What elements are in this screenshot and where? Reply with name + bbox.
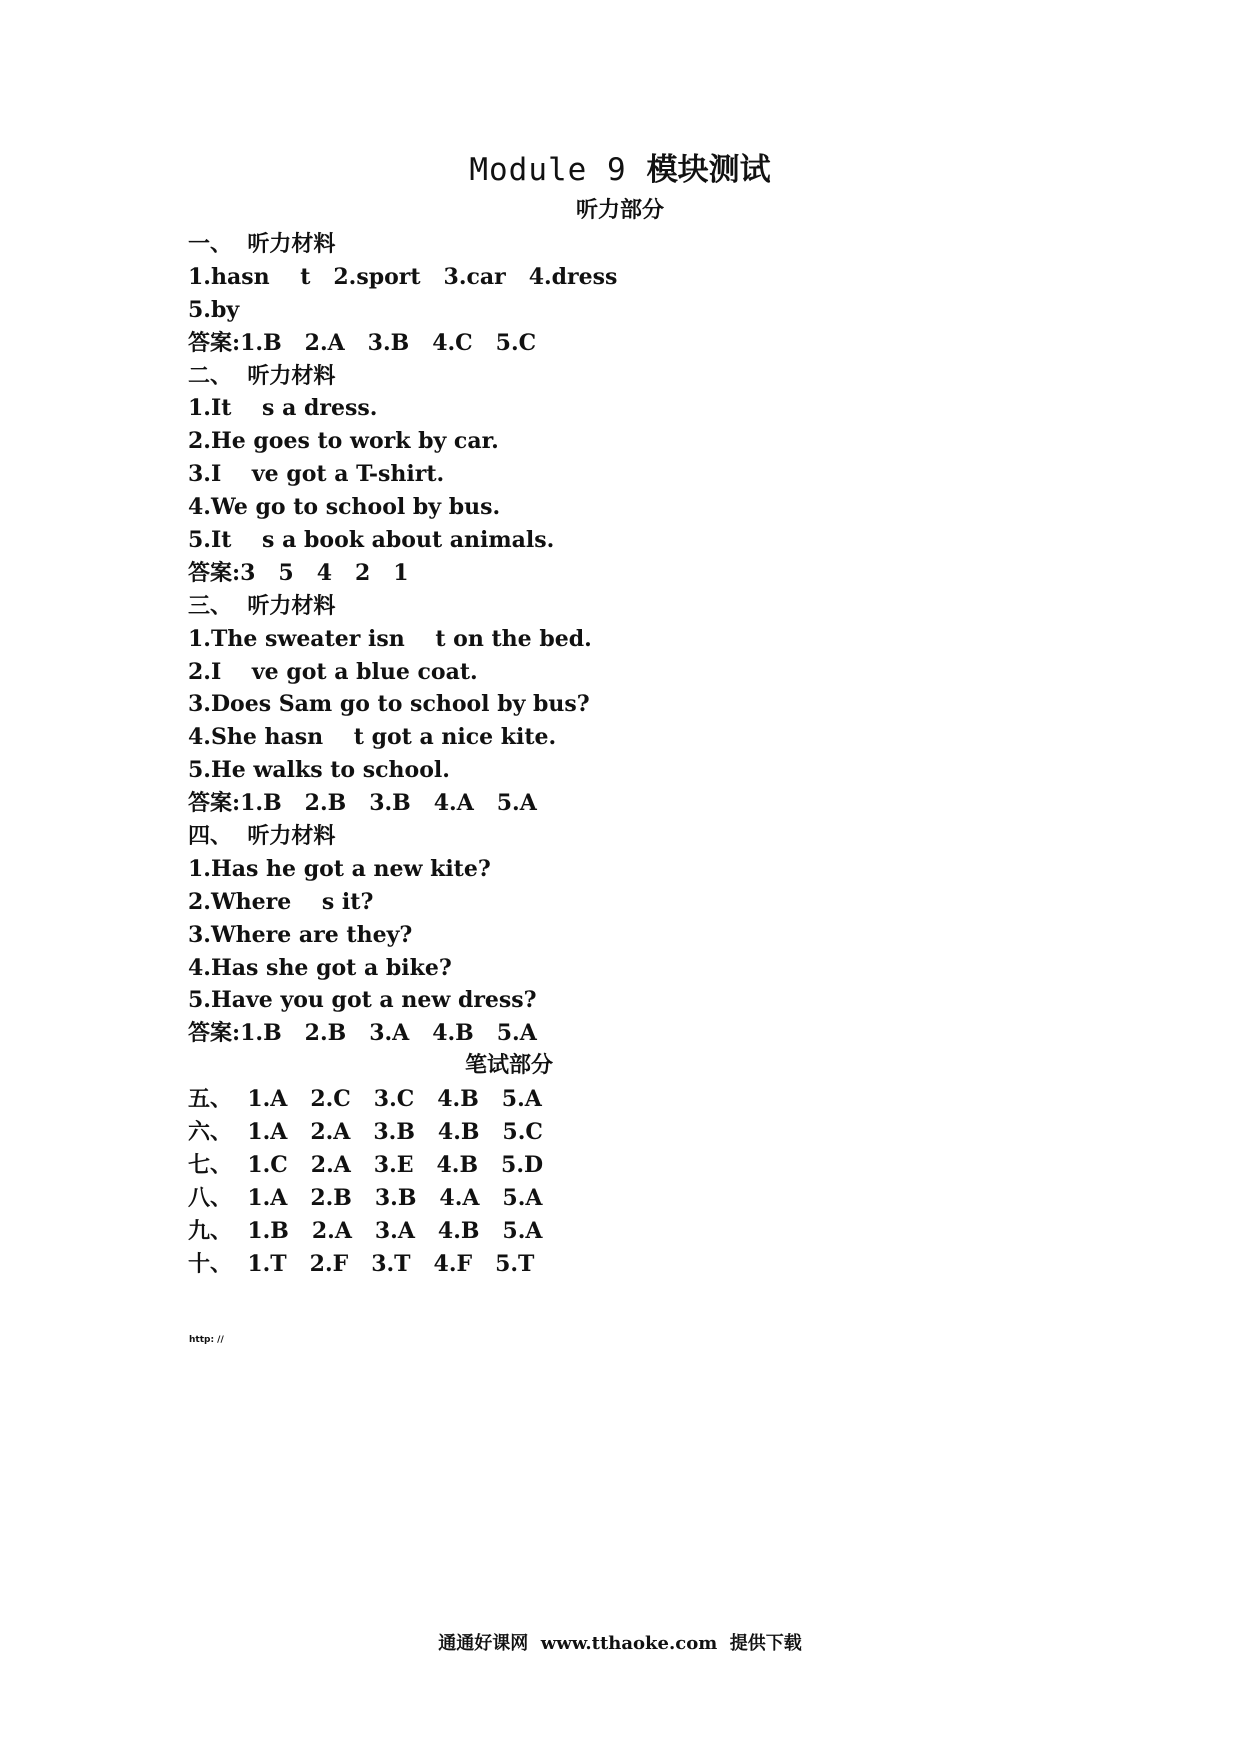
text-line: 2.I ve got a blue coat. (188, 658, 478, 685)
text-line: 2.He goes to work by car. (188, 428, 499, 455)
text-line: 4.We go to school by bus. (188, 494, 501, 521)
writing-heading: 笔试部分 (464, 1053, 553, 1079)
written-answer-line: 八、 1.A 2.B 3.B 4.A 5.A (188, 1184, 543, 1211)
page-title (0, 150, 1240, 190)
text-line: 3.Does Sam go to school by bus? (188, 691, 590, 718)
footer-url: http: // (189, 1335, 224, 1345)
listening-heading: 听力部分 (575, 198, 664, 223)
text-line: 1.It s a dress. (188, 395, 378, 422)
title-chinese: 模块测试 (646, 152, 771, 188)
footer-credit: 通通好课网 www.tthaoke.com 提供下载 (438, 1633, 802, 1654)
text-line: 4.Has she got a bike? (188, 954, 452, 981)
written-answer-line: 七、 1.C 2.A 3.E 4.B 5.D (188, 1151, 544, 1178)
text-line: 三、 听力材料 (188, 592, 336, 619)
written-answer-line: 六、 1.A 2.A 3.B 4.B 5.C (188, 1119, 543, 1146)
text-line: 答案:3 5 4 2 1 (188, 559, 409, 586)
text-line: 5.Have you got a new dress? (188, 987, 537, 1014)
text-line: 1.hasn t 2.sport 3.car 4.dress (188, 263, 618, 290)
answer-content (188, 228, 1088, 1281)
text-line: 二、 听力材料 (188, 362, 336, 389)
text-line: 答案:1.B 2.A 3.B 4.C 5.C (188, 329, 537, 356)
text-line: 1.Has he got a new kite? (188, 855, 491, 882)
text-line: 5.It s a book about animals. (188, 527, 555, 554)
written-answer-line: 九、 1.B 2.A 3.A 4.B 5.A (188, 1217, 543, 1244)
text-line: 5.He walks to school. (188, 757, 450, 784)
title-english: Module 9 (469, 152, 627, 188)
text-line: 3.Where are they? (188, 921, 413, 948)
written-answer-line: 十、 1.T 2.F 3.T 4.F 5.T (188, 1250, 535, 1277)
text-line: 答案:1.B 2.B 3.B 4.A 5.A (188, 790, 537, 817)
text-line: 5.by (188, 296, 240, 323)
text-line: 3.I ve got a T-shirt. (188, 461, 445, 488)
written-answer-line: 五、 1.A 2.C 3.C 4.B 5.A (188, 1086, 542, 1113)
text-line: 四、 听力材料 (188, 823, 336, 850)
text-line: 一、 听力材料 (188, 231, 336, 257)
text-line: 2.Where s it? (188, 888, 374, 915)
text-line: 答案:1.B 2.B 3.A 4.B 5.A (188, 1020, 537, 1047)
text-line: 1.The sweater isn t on the bed. (188, 625, 592, 652)
text-line: 4.She hasn t got a nice kite. (188, 724, 557, 751)
